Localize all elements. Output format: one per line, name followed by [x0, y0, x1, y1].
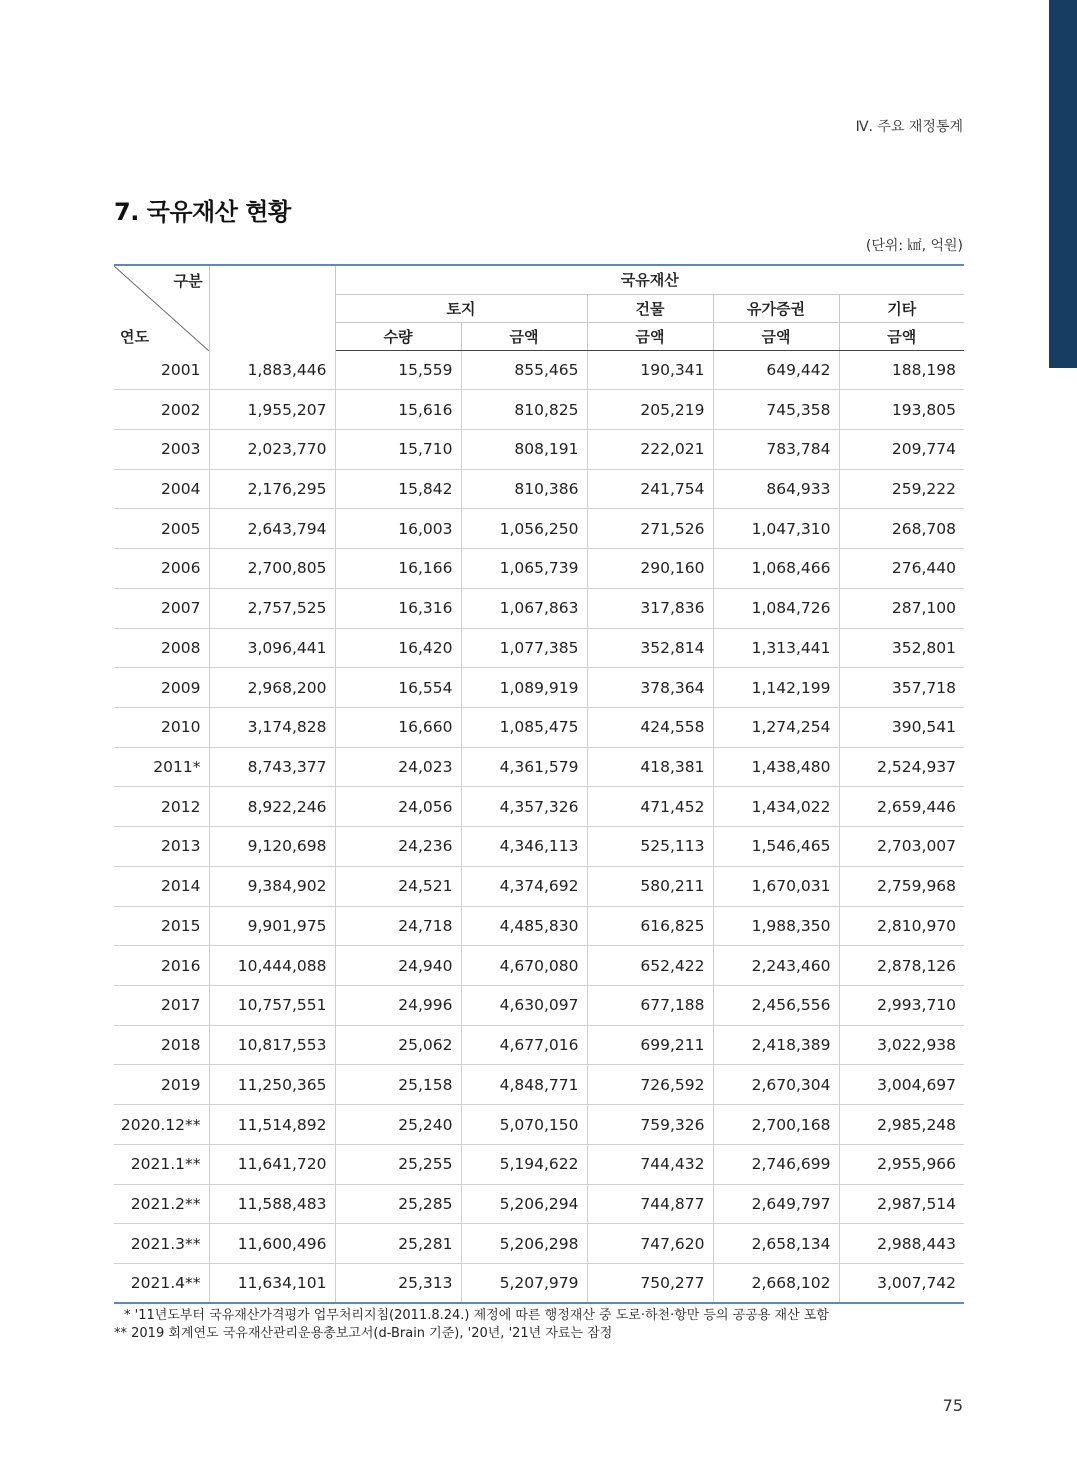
- land-amount-cell: 1,089,919: [461, 668, 587, 708]
- land-amount-header: 금액: [461, 322, 587, 350]
- corner-label-category: 구분: [173, 272, 203, 290]
- table-row: [114, 350, 964, 390]
- land-amount-cell: 4,357,326: [461, 787, 587, 827]
- total-cell: 2,176,295: [209, 469, 335, 509]
- table-row: [114, 747, 964, 787]
- total-cell: 2,757,525: [209, 588, 335, 628]
- other-amount-cell: 2,985,248: [839, 1105, 964, 1145]
- building-amount-cell: 699,211: [587, 1025, 713, 1065]
- corner-header-cell: [114, 265, 209, 350]
- securities-amount-cell: 2,456,556: [713, 986, 839, 1026]
- building-amount-cell: 378,364: [587, 668, 713, 708]
- land-quantity-cell: 15,842: [335, 469, 461, 509]
- total-cell: 11,250,365: [209, 1065, 335, 1105]
- land-amount-cell: 5,070,150: [461, 1105, 587, 1145]
- securities-amount-cell: 1,068,466: [713, 549, 839, 589]
- other-amount-cell: 3,007,742: [839, 1264, 964, 1304]
- securities-amount-cell: 864,933: [713, 469, 839, 509]
- year-cell: 2021.1**: [114, 1144, 209, 1184]
- other-amount-cell: 188,198: [839, 350, 964, 390]
- land-quantity-cell: 15,710: [335, 429, 461, 469]
- land-amount-cell: 4,630,097: [461, 986, 587, 1026]
- securities-amount-cell: 783,784: [713, 429, 839, 469]
- land-quantity-cell: 16,420: [335, 628, 461, 668]
- securities-amount-cell: 1,047,310: [713, 509, 839, 549]
- year-cell: 2004: [114, 469, 209, 509]
- total-cell: 3,096,441: [209, 628, 335, 668]
- land-quantity-cell: 16,003: [335, 509, 461, 549]
- table-row: [114, 1065, 964, 1105]
- building-amount-cell: 424,558: [587, 707, 713, 747]
- total-cell: 10,817,553: [209, 1025, 335, 1065]
- land-quantity-cell: 24,718: [335, 906, 461, 946]
- year-cell: 2011*: [114, 747, 209, 787]
- land-amount-cell: 4,346,113: [461, 827, 587, 867]
- other-header: 기타: [839, 294, 964, 322]
- year-cell: 2017: [114, 986, 209, 1026]
- other-amount-cell: 2,878,126: [839, 946, 964, 986]
- total-cell: 11,514,892: [209, 1105, 335, 1145]
- other-amount-cell: 2,993,710: [839, 986, 964, 1026]
- total-cell: 10,444,088: [209, 946, 335, 986]
- section-label: Ⅳ. 주요 재정통계: [855, 119, 963, 135]
- securities-amount-cell: 2,700,168: [713, 1105, 839, 1145]
- land-quantity-cell: 25,158: [335, 1065, 461, 1105]
- building-amount-cell: 290,160: [587, 549, 713, 589]
- other-amount-cell: 268,708: [839, 509, 964, 549]
- total-cell: 2,023,770: [209, 429, 335, 469]
- year-cell: 2002: [114, 390, 209, 430]
- land-header: 토지: [335, 294, 587, 322]
- table-row: [114, 429, 964, 469]
- year-cell: 2018: [114, 1025, 209, 1065]
- building-amount-cell: 677,188: [587, 986, 713, 1026]
- total-cell: 2,700,805: [209, 549, 335, 589]
- unit-note: (단위: ㎢, 억원): [865, 238, 963, 254]
- land-amount-cell: 808,191: [461, 429, 587, 469]
- other-amount-header: 금액: [839, 322, 964, 350]
- building-amount-cell: 744,877: [587, 1184, 713, 1224]
- other-amount-cell: 2,988,443: [839, 1224, 964, 1264]
- land-amount-cell: 855,465: [461, 350, 587, 390]
- building-amount-cell: 205,219: [587, 390, 713, 430]
- table-row: [114, 628, 964, 668]
- table-row: [114, 946, 964, 986]
- table-row: [114, 509, 964, 549]
- footnote-2: ** 2019 회계연도 국유재산관리운용총보고서(d-Brain 기준), '20년, '21년 자료는 잠정: [114, 1326, 613, 1341]
- other-amount-cell: 390,541: [839, 707, 964, 747]
- year-cell: 2020.12**: [114, 1105, 209, 1145]
- other-amount-cell: 259,222: [839, 469, 964, 509]
- securities-amount-cell: 1,313,441: [713, 628, 839, 668]
- land-amount-cell: 4,485,830: [461, 906, 587, 946]
- year-cell: 2008: [114, 628, 209, 668]
- land-amount-cell: 5,206,298: [461, 1224, 587, 1264]
- year-cell: 2021.2**: [114, 1184, 209, 1224]
- table-row: [114, 787, 964, 827]
- land-quantity-cell: 16,554: [335, 668, 461, 708]
- securities-amount-cell: 1,274,254: [713, 707, 839, 747]
- land-amount-cell: 4,670,080: [461, 946, 587, 986]
- securities-amount-cell: 2,670,304: [713, 1065, 839, 1105]
- land-quantity-cell: 24,236: [335, 827, 461, 867]
- land-quantity-cell: 24,056: [335, 787, 461, 827]
- land-quantity-header: 수량: [335, 322, 461, 350]
- building-amount-cell: 726,592: [587, 1065, 713, 1105]
- other-amount-cell: 2,759,968: [839, 866, 964, 906]
- table-row: [114, 1264, 964, 1304]
- total-cell: 1,955,207: [209, 390, 335, 430]
- year-cell: 2007: [114, 588, 209, 628]
- year-cell: 2016: [114, 946, 209, 986]
- table-row: [114, 707, 964, 747]
- total-cell: 9,901,975: [209, 906, 335, 946]
- land-amount-cell: 810,386: [461, 469, 587, 509]
- land-quantity-cell: 25,240: [335, 1105, 461, 1145]
- land-quantity-cell: 24,996: [335, 986, 461, 1026]
- other-amount-cell: 3,004,697: [839, 1065, 964, 1105]
- other-amount-cell: 2,810,970: [839, 906, 964, 946]
- land-amount-cell: 1,077,385: [461, 628, 587, 668]
- land-quantity-cell: 25,313: [335, 1264, 461, 1304]
- total-cell: 11,641,720: [209, 1144, 335, 1184]
- year-cell: 2021.3**: [114, 1224, 209, 1264]
- table-row: [114, 1224, 964, 1264]
- table-row: [114, 469, 964, 509]
- land-quantity-cell: 15,616: [335, 390, 461, 430]
- table-row: [114, 906, 964, 946]
- corner-label-year: 연도: [120, 328, 149, 346]
- land-amount-cell: 5,206,294: [461, 1184, 587, 1224]
- total-header: [209, 265, 335, 350]
- total-cell: 3,174,828: [209, 707, 335, 747]
- other-amount-cell: 2,703,007: [839, 827, 964, 867]
- securities-amount-cell: 2,658,134: [713, 1224, 839, 1264]
- year-cell: 2005: [114, 509, 209, 549]
- land-quantity-cell: 25,281: [335, 1224, 461, 1264]
- building-amount-cell: 759,326: [587, 1105, 713, 1145]
- land-amount-cell: 4,848,771: [461, 1065, 587, 1105]
- building-amount-cell: 241,754: [587, 469, 713, 509]
- year-cell: 2003: [114, 429, 209, 469]
- land-quantity-cell: 24,521: [335, 866, 461, 906]
- land-quantity-cell: 15,559: [335, 350, 461, 390]
- other-amount-cell: 2,987,514: [839, 1184, 964, 1224]
- building-amount-cell: 190,341: [587, 350, 713, 390]
- total-cell: 11,634,101: [209, 1264, 335, 1304]
- other-amount-cell: 2,659,446: [839, 787, 964, 827]
- other-amount-cell: 2,955,966: [839, 1144, 964, 1184]
- securities-amount-cell: 745,358: [713, 390, 839, 430]
- building-amount-cell: 317,836: [587, 588, 713, 628]
- national-property-table: [114, 264, 964, 1304]
- securities-amount-cell: 1,438,480: [713, 747, 839, 787]
- land-amount-cell: 1,085,475: [461, 707, 587, 747]
- footnote-1: * '11년도부터 국유재산가격평가 업무처리지침(2011.8.24.) 제정에 따른 행정재산 중 도로·하천·항만 등의 공공용 재산 포함: [124, 1308, 829, 1323]
- securities-amount-cell: 1,142,199: [713, 668, 839, 708]
- total-cell: 8,743,377: [209, 747, 335, 787]
- year-cell: 2006: [114, 549, 209, 589]
- building-amount-cell: 418,381: [587, 747, 713, 787]
- securities-amount-cell: 2,243,460: [713, 946, 839, 986]
- land-amount-cell: 4,677,016: [461, 1025, 587, 1065]
- land-quantity-cell: 25,255: [335, 1144, 461, 1184]
- total-cell: 2,643,794: [209, 509, 335, 549]
- land-quantity-cell: 24,023: [335, 747, 461, 787]
- year-cell: 2015: [114, 906, 209, 946]
- land-quantity-cell: 16,316: [335, 588, 461, 628]
- other-amount-cell: 276,440: [839, 549, 964, 589]
- year-cell: 2009: [114, 668, 209, 708]
- building-amount-cell: 747,620: [587, 1224, 713, 1264]
- building-amount-cell: 222,021: [587, 429, 713, 469]
- other-amount-cell: 287,100: [839, 588, 964, 628]
- year-cell: 2019: [114, 1065, 209, 1105]
- year-cell: 2001: [114, 350, 209, 390]
- page-number: 75: [942, 1396, 963, 1415]
- table-row: [114, 1025, 964, 1065]
- land-amount-cell: 810,825: [461, 390, 587, 430]
- table-row: [114, 588, 964, 628]
- other-amount-cell: 357,718: [839, 668, 964, 708]
- other-amount-cell: 209,774: [839, 429, 964, 469]
- building-amount-cell: 271,526: [587, 509, 713, 549]
- land-quantity-cell: 16,660: [335, 707, 461, 747]
- building-amount-cell: 525,113: [587, 827, 713, 867]
- building-amount-cell: 652,422: [587, 946, 713, 986]
- year-cell: 2021.4**: [114, 1264, 209, 1304]
- table-row: [114, 986, 964, 1026]
- securities-amount-cell: 2,418,389: [713, 1025, 839, 1065]
- table-row: [114, 390, 964, 430]
- table-row: [114, 827, 964, 867]
- building-header: 건물: [587, 294, 713, 322]
- land-quantity-cell: 16,166: [335, 549, 461, 589]
- securities-amount-cell: 649,442: [713, 350, 839, 390]
- land-amount-cell: 1,056,250: [461, 509, 587, 549]
- securities-amount-cell: 2,746,699: [713, 1144, 839, 1184]
- total-cell: 10,757,551: [209, 986, 335, 1026]
- building-amount-cell: 616,825: [587, 906, 713, 946]
- securities-amount-cell: 1,084,726: [713, 588, 839, 628]
- total-cell: 1,883,446: [209, 350, 335, 390]
- other-amount-cell: 352,801: [839, 628, 964, 668]
- total-cell: 9,384,902: [209, 866, 335, 906]
- land-quantity-cell: 25,285: [335, 1184, 461, 1224]
- land-amount-cell: 1,065,739: [461, 549, 587, 589]
- securities-amount-cell: 1,988,350: [713, 906, 839, 946]
- total-cell: 8,922,246: [209, 787, 335, 827]
- building-amount-cell: 471,452: [587, 787, 713, 827]
- other-amount-cell: 3,022,938: [839, 1025, 964, 1065]
- footnotes: [114, 1307, 829, 1343]
- land-amount-cell: 4,361,579: [461, 747, 587, 787]
- year-cell: 2014: [114, 866, 209, 906]
- building-amount-cell: 580,211: [587, 866, 713, 906]
- page-title: 7. 국유재산 현황: [114, 198, 291, 226]
- table-row: [114, 549, 964, 589]
- table-body: [114, 350, 964, 1303]
- table-row: [114, 1144, 964, 1184]
- securities-header: 유가증권: [713, 294, 839, 322]
- land-amount-cell: 4,374,692: [461, 866, 587, 906]
- other-amount-cell: 193,805: [839, 390, 964, 430]
- building-amount-header: 금액: [587, 322, 713, 350]
- total-cell: 9,120,698: [209, 827, 335, 867]
- table-row: [114, 1184, 964, 1224]
- securities-amount-cell: 2,649,797: [713, 1184, 839, 1224]
- securities-amount-cell: 2,668,102: [713, 1264, 839, 1304]
- group-header: 국유재산: [335, 265, 964, 294]
- land-amount-cell: 5,207,979: [461, 1264, 587, 1304]
- table-row: [114, 668, 964, 708]
- table-row: [114, 866, 964, 906]
- year-cell: 2010: [114, 707, 209, 747]
- chapter-side-tab: [1049, 0, 1077, 368]
- securities-amount-header: 금액: [713, 322, 839, 350]
- building-amount-cell: 744,432: [587, 1144, 713, 1184]
- building-amount-cell: 352,814: [587, 628, 713, 668]
- total-cell: 11,600,496: [209, 1224, 335, 1264]
- land-quantity-cell: 24,940: [335, 946, 461, 986]
- land-amount-cell: 5,194,622: [461, 1144, 587, 1184]
- land-amount-cell: 1,067,863: [461, 588, 587, 628]
- year-cell: 2012: [114, 787, 209, 827]
- total-cell: 11,588,483: [209, 1184, 335, 1224]
- securities-amount-cell: 1,546,465: [713, 827, 839, 867]
- securities-amount-cell: 1,670,031: [713, 866, 839, 906]
- year-cell: 2013: [114, 827, 209, 867]
- land-quantity-cell: 25,062: [335, 1025, 461, 1065]
- other-amount-cell: 2,524,937: [839, 747, 964, 787]
- table-row: [114, 1105, 964, 1145]
- total-cell: 2,968,200: [209, 668, 335, 708]
- building-amount-cell: 750,277: [587, 1264, 713, 1304]
- securities-amount-cell: 1,434,022: [713, 787, 839, 827]
